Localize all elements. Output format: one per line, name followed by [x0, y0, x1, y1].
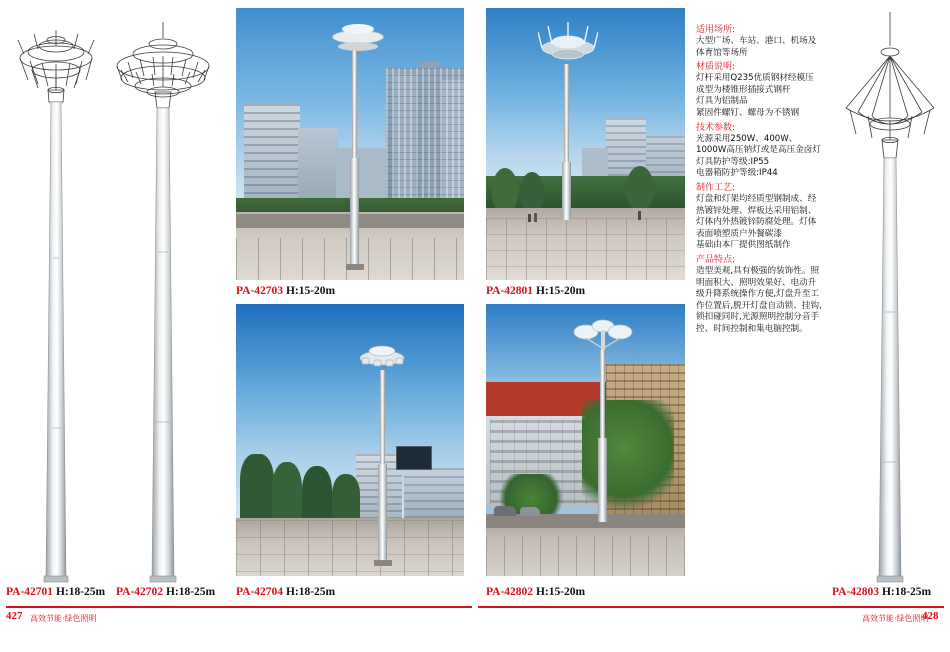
spec-section-4: 产品特点: 造型美观,具有极强的装饰性。照明面积大、照明效果好、电动升级升降系统操作方便,灯盘升至工作位置后,脱开灯盘自动锁、挂钩,锁扣碰同时,光源照明控制分音手控、时间控制和集电脑控制。 — [696, 254, 822, 334]
spec-section-0: 适用场所: 大型广场、车站、港口、机场及体育馆等场所 — [696, 25, 817, 58]
spec-section-1: 材质说明: 灯杆采用Q235优质钢材经模压成型为楼锥形插接式钢杆 灯具为铝制品 紧固件螺钉、螺母为不锈钢 — [696, 62, 814, 118]
spec-section-3: 制作工艺: 灯盘和灯架均经质型钢制成、经热镀锌处理、焊板达采用铝制、灯体内外热镀锌防腐处理。灯体表面喷塑质户外餐碳漆 基础由本厂提供图纸制作 — [696, 182, 817, 251]
caption-42801: PA-42801 H:15-20m — [486, 285, 586, 297]
footer-rule-left — [6, 606, 472, 608]
product-photo-42801 — [486, 8, 685, 280]
specification-panel — [690, 18, 828, 334]
footer-text-left: 高效节能·绿色照明 — [30, 614, 97, 623]
product-photo-42703 — [236, 8, 464, 280]
footer-rule-right — [478, 606, 944, 608]
caption-42704: PA-42704 H:18-25m — [236, 586, 336, 598]
product-drawing-42702 — [108, 22, 218, 588]
page-number-right: 428 — [922, 610, 939, 622]
footer-text-right: 高效节能·绿色照明 — [862, 614, 929, 623]
product-drawing-42701 — [8, 18, 104, 588]
lamp-head — [572, 316, 634, 352]
product-photo-42802 — [486, 304, 685, 576]
lamp-head — [358, 342, 406, 372]
caption-42803: PA-42803 H:18-25m — [832, 586, 932, 598]
spec-section-2: 技术参数: 光源采用250W、400W、1000W高压钠灯或是高压金卤灯 灯具防护等级:IP55 电器箱防护等级:IP44 — [696, 122, 821, 179]
billboard — [396, 446, 432, 470]
caption-42802: PA-42802 H:15-20m — [486, 586, 586, 598]
caption-42701: PA-42701 H:18-25m — [6, 586, 106, 598]
caption-42702: PA-42702 H:18-25m — [116, 586, 216, 598]
caption-42703: PA-42703 H:15-20m — [236, 285, 336, 297]
product-drawing-42803 — [838, 12, 942, 588]
product-photo-42704 — [236, 304, 464, 576]
lamp-head — [538, 22, 598, 66]
page-number-left: 427 — [6, 610, 23, 622]
